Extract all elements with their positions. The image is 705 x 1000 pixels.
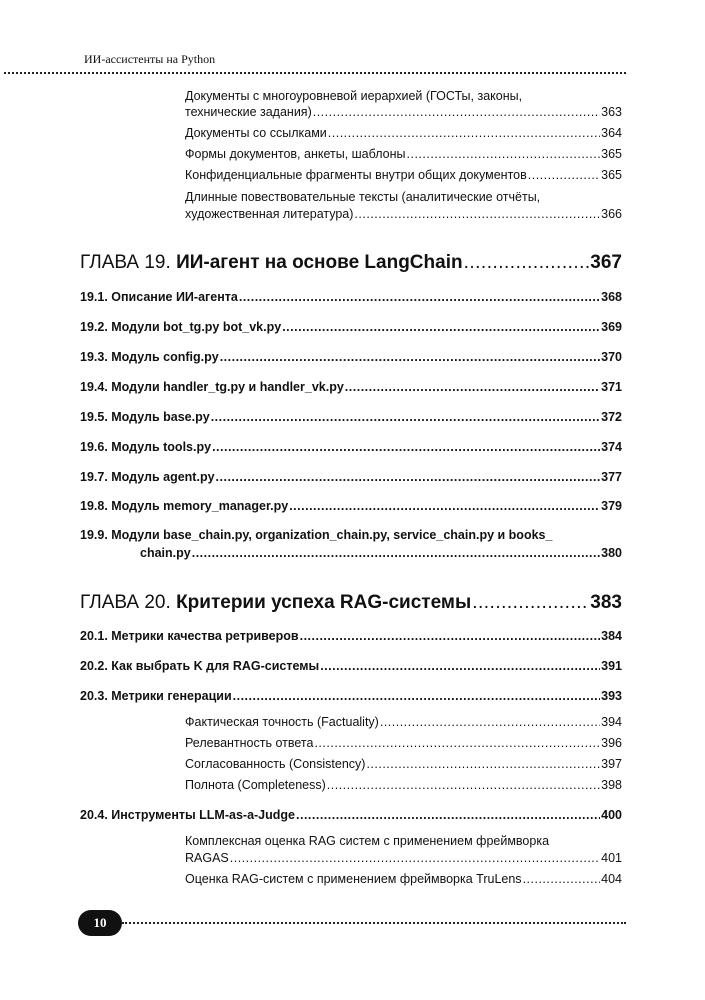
toc-chapter-20[interactable] xyxy=(80,592,622,614)
chapter-label: ГЛАВА 20. xyxy=(80,592,171,613)
toc-subsection-title: Фактическая точность (Factuality) xyxy=(185,715,379,729)
toc-section[interactable] xyxy=(80,290,622,304)
toc-page-number: 379 xyxy=(601,499,622,513)
toc-page-number: 364 xyxy=(601,126,622,140)
toc-chapter-19[interactable] xyxy=(80,252,622,274)
toc-subsection[interactable] xyxy=(185,872,622,886)
toc-section-title: 20.3. Метрики генерации xyxy=(80,689,232,703)
toc-section-title: 20.1. Метрики качества ретриверов xyxy=(80,629,299,643)
toc-section-title: 19.5. Модуль base.py xyxy=(80,410,210,424)
toc-section-title: 20.4. Инструменты LLM-as-a-Judge xyxy=(80,808,295,822)
toc-subsection[interactable] xyxy=(185,851,622,865)
toc-section[interactable] xyxy=(80,499,622,513)
toc-page-number: 380 xyxy=(601,546,622,560)
toc-section[interactable] xyxy=(80,440,622,454)
toc-subsection-line: Длинные повествовательные тексты (аналитические отчёты, xyxy=(185,190,541,204)
toc-page-number: 396 xyxy=(601,736,622,750)
toc-subsection-title: Согласованность (Consistency) xyxy=(185,757,366,771)
toc-page-number: 367 xyxy=(590,252,622,273)
toc-page-number: 363 xyxy=(601,105,622,119)
toc-page-number: 371 xyxy=(601,380,622,394)
toc-subsection[interactable] xyxy=(185,736,622,750)
toc-section-title: 19.7. Модуль agent.py xyxy=(80,470,215,484)
toc-page-number: 369 xyxy=(601,320,622,334)
toc-subsection[interactable] xyxy=(185,105,622,119)
toc-subsection-title: Документы со ссылками xyxy=(185,126,327,140)
toc-subsection[interactable] xyxy=(185,778,622,792)
toc-page-number: 365 xyxy=(601,147,622,161)
toc-section[interactable] xyxy=(140,546,622,560)
toc-subsection-title: Релевантность ответа xyxy=(185,736,314,750)
toc-page-number: 404 xyxy=(601,872,622,886)
toc-page-number: 401 xyxy=(601,851,622,865)
toc-page-number: 383 xyxy=(590,592,622,613)
toc-section-title: 19.4. Модули handler_tg.py и handler_vk.py xyxy=(80,380,344,394)
chapter-title: ИИ-агент на основе LangChain xyxy=(176,252,463,273)
toc-section-title: 19.1. Описание ИИ-агента xyxy=(80,290,238,304)
toc-subsection[interactable] xyxy=(185,207,622,221)
toc-subsection-title: художественная литература) xyxy=(185,207,354,221)
toc-section[interactable] xyxy=(80,380,622,394)
toc-page-number: 374 xyxy=(601,440,622,454)
chapter-label: ГЛАВА 19. xyxy=(80,252,171,273)
toc-section-title: 20.2. Как выбрать K для RAG-системы xyxy=(80,659,320,673)
toc-page-number: 400 xyxy=(601,808,622,822)
chapter-title: Критерии успеха RAG-системы xyxy=(176,592,472,613)
toc-subsection-line: Документы с многоуровневой иерархией (ГОСТы, законы, xyxy=(185,89,523,103)
toc-section-title: 19.8. Модуль memory_manager.py xyxy=(80,499,289,513)
toc-page-number: 365 xyxy=(601,168,622,182)
toc-subsection-title: RAGAS xyxy=(185,851,229,865)
toc-section-line: 19.9. Модули base_chain.py, organization_chain.py, service_chain.py и books_ xyxy=(80,528,553,542)
toc-subsection[interactable] xyxy=(185,126,622,140)
toc-subsection[interactable] xyxy=(185,757,622,771)
toc-section[interactable] xyxy=(80,350,622,364)
toc-section-title: 19.6. Модуль tools.py xyxy=(80,440,212,454)
toc-subsection-title: Оценка RAG-систем с применением фреймворка TruLens xyxy=(185,872,522,886)
page-number-badge: 10 xyxy=(78,910,122,936)
toc-section[interactable] xyxy=(80,320,622,334)
toc-subsection[interactable] xyxy=(185,715,622,729)
toc-page-number: 398 xyxy=(601,778,622,792)
toc-page-number: 397 xyxy=(601,757,622,771)
running-head: ИИ-ассистенты на Python xyxy=(84,52,216,66)
header-rule xyxy=(4,72,626,74)
toc-section-title: chain.py xyxy=(140,546,191,560)
toc-subsection-title: Формы документов, анкеты, шаблоны xyxy=(185,147,406,161)
toc-subsection-line: Комплексная оценка RAG систем с применением фреймворка xyxy=(185,834,550,848)
toc-page-number: 370 xyxy=(601,350,622,364)
toc-page-number: 377 xyxy=(601,470,622,484)
toc-section-title: 19.3. Модуль config.py xyxy=(80,350,219,364)
toc-page-number: 394 xyxy=(601,715,622,729)
toc-subsection[interactable] xyxy=(185,147,622,161)
toc-section[interactable] xyxy=(80,659,622,673)
toc-page-number: 391 xyxy=(601,659,622,673)
toc-section[interactable] xyxy=(80,629,622,643)
toc-section[interactable] xyxy=(80,410,622,424)
toc-section-title: 19.2. Модули bot_tg.py bot_vk.py xyxy=(80,320,282,334)
toc-subsection-title: Конфиденциальные фрагменты внутри общих документов xyxy=(185,168,527,182)
toc-section[interactable] xyxy=(80,470,622,484)
toc-page-number: 366 xyxy=(601,207,622,221)
toc-page-number: 368 xyxy=(601,290,622,304)
toc-page-number: 384 xyxy=(601,629,622,643)
toc-page-number: 393 xyxy=(601,689,622,703)
toc-section[interactable] xyxy=(80,808,622,822)
toc-page-number: 372 xyxy=(601,410,622,424)
toc-section[interactable] xyxy=(80,689,622,703)
footer-rule xyxy=(122,922,626,924)
toc-subsection[interactable] xyxy=(185,168,622,182)
toc-subsection-title: технические задания) xyxy=(185,105,312,119)
toc-subsection-title: Полнота (Completeness) xyxy=(185,778,326,792)
